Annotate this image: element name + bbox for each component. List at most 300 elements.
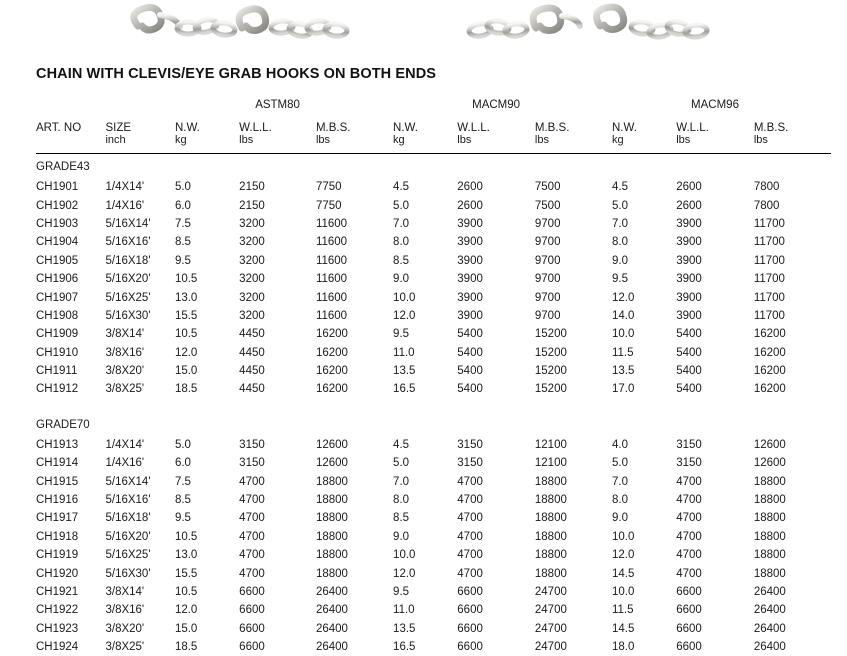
cell-art-no: CH1920 <box>36 564 105 582</box>
cell-wll-macm90: 3900 <box>457 270 535 288</box>
cell-mbs-macm96: 11700 <box>754 288 831 306</box>
col-header-mbs-astm80: M.B.S. <box>316 114 393 134</box>
cell-nw-macm96: 7.0 <box>612 215 676 233</box>
cell-mbs-astm80: 12600 <box>316 454 393 472</box>
cell-nw-macm90: 8.5 <box>393 252 457 270</box>
grade-label: GRADE70 <box>36 412 831 436</box>
cell-art-no: CH1923 <box>36 620 105 638</box>
cell-wll-astm80: 3200 <box>239 215 316 233</box>
cell-wll-astm80: 3200 <box>239 288 316 306</box>
group-spacer-art <box>36 96 105 114</box>
cell-size: 5/16X18' <box>105 252 174 270</box>
cell-wll-astm80: 6600 <box>239 601 316 619</box>
cell-mbs-astm80: 16200 <box>316 344 393 362</box>
cell-nw-macm90: 13.5 <box>393 362 457 380</box>
cell-size: 5/16X18' <box>105 509 174 527</box>
group-header-macm90 <box>457 96 535 114</box>
cell-mbs-macm96: 26400 <box>754 583 831 601</box>
cell-mbs-astm80: 18800 <box>316 472 393 490</box>
cell-mbs-macm90: 24700 <box>535 620 612 638</box>
cell-nw-macm96: 4.5 <box>612 178 676 196</box>
cell-mbs-macm90: 24700 <box>535 583 612 601</box>
unit-mbs-astm80: lbs <box>316 134 393 154</box>
cell-mbs-macm90: 12100 <box>535 436 612 454</box>
cell-size: 1/4X14' <box>105 178 174 196</box>
cell-art-no: CH1912 <box>36 380 105 398</box>
cell-mbs-macm90: 18800 <box>535 491 612 509</box>
cell-wll-astm80: 3200 <box>239 233 316 251</box>
cell-wll-macm96: 6600 <box>676 583 754 601</box>
col-header-wll-macm90: W.L.L. <box>457 114 535 134</box>
cell-wll-macm96: 3900 <box>676 252 754 270</box>
cell-nw-macm90: 11.0 <box>393 601 457 619</box>
cell-nw-macm90: 13.5 <box>393 620 457 638</box>
cell-nw-astm80: 18.5 <box>175 638 239 656</box>
cell-size: 3/8X14' <box>105 583 174 601</box>
cell-nw-macm96: 11.5 <box>612 344 676 362</box>
cell-mbs-astm80: 16200 <box>316 325 393 343</box>
col-header-mbs-macm96: M.B.S. <box>754 114 831 134</box>
cell-mbs-macm96: 18800 <box>754 509 831 527</box>
col-header-wll-astm80: W.L.L. <box>239 114 316 134</box>
cell-mbs-astm80: 26400 <box>316 620 393 638</box>
table-row[interactable] <box>36 583 831 601</box>
cell-art-no: CH1921 <box>36 583 105 601</box>
cell-nw-macm96: 12.0 <box>612 288 676 306</box>
cell-art-no: CH1902 <box>36 196 105 214</box>
cell-wll-macm90: 5400 <box>457 325 535 343</box>
cell-wll-macm90: 4700 <box>457 509 535 527</box>
cell-mbs-macm96: 16200 <box>754 325 831 343</box>
cell-mbs-macm96: 16200 <box>754 344 831 362</box>
cell-nw-astm80: 12.0 <box>175 344 239 362</box>
cell-wll-astm80: 4700 <box>239 491 316 509</box>
cell-nw-macm96: 14.5 <box>612 620 676 638</box>
unit-nw-macm90: kg <box>393 134 457 154</box>
cell-size: 3/8X16' <box>105 344 174 362</box>
cell-nw-astm80: 18.5 <box>175 380 239 398</box>
cell-nw-astm80: 8.5 <box>175 491 239 509</box>
grade-label: GRADE43 <box>36 154 831 179</box>
cell-mbs-astm80: 11600 <box>316 215 393 233</box>
cell-art-no: CH1915 <box>36 472 105 490</box>
cell-nw-astm80: 7.5 <box>175 215 239 233</box>
group-spacer-2 <box>316 96 393 114</box>
col-header-nw-macm96: N.W. <box>612 114 676 134</box>
cell-wll-astm80: 4700 <box>239 546 316 564</box>
cell-nw-macm96: 8.0 <box>612 491 676 509</box>
cell-mbs-macm96: 12600 <box>754 436 831 454</box>
cell-wll-macm96: 5400 <box>676 325 754 343</box>
cell-nw-macm90: 4.5 <box>393 178 457 196</box>
cell-wll-astm80: 3200 <box>239 270 316 288</box>
table-row[interactable] <box>36 215 831 233</box>
cell-wll-macm96: 3900 <box>676 307 754 325</box>
table-row[interactable] <box>36 325 831 343</box>
cell-nw-macm90: 8.5 <box>393 509 457 527</box>
cell-mbs-macm90: 7500 <box>535 196 612 214</box>
product-photo-band <box>0 0 847 52</box>
cell-nw-astm80: 10.5 <box>175 583 239 601</box>
cell-nw-macm90: 9.0 <box>393 270 457 288</box>
cell-mbs-macm96: 11700 <box>754 307 831 325</box>
section-spacer <box>36 399 831 412</box>
cell-wll-macm96: 6600 <box>676 601 754 619</box>
cell-nw-astm80: 12.0 <box>175 601 239 619</box>
cell-nw-macm96: 10.0 <box>612 528 676 546</box>
unit-wll-astm80: lbs <box>239 134 316 154</box>
cell-wll-macm96: 3150 <box>676 454 754 472</box>
cell-art-no: CH1910 <box>36 344 105 362</box>
table-row[interactable] <box>36 638 831 656</box>
cell-wll-astm80: 4700 <box>239 472 316 490</box>
cell-wll-macm90: 3900 <box>457 215 535 233</box>
cell-wll-macm90: 4700 <box>457 546 535 564</box>
cell-mbs-macm96: 26400 <box>754 601 831 619</box>
cell-nw-macm90: 9.5 <box>393 583 457 601</box>
cell-size: 5/16X30' <box>105 307 174 325</box>
table-row[interactable] <box>36 233 831 251</box>
chain-with-grab-hooks-icon <box>0 0 847 52</box>
cell-art-no: CH1908 <box>36 307 105 325</box>
cell-mbs-macm96: 11700 <box>754 233 831 251</box>
cell-wll-macm96: 6600 <box>676 620 754 638</box>
cell-nw-astm80: 15.5 <box>175 564 239 582</box>
col-header-size: SIZE <box>105 114 174 134</box>
cell-nw-macm90: 12.0 <box>393 307 457 325</box>
col-header-wll-macm96: W.L.L. <box>676 114 754 134</box>
cell-nw-astm80: 15.0 <box>175 620 239 638</box>
cell-nw-macm90: 10.0 <box>393 546 457 564</box>
group-spacer-size <box>105 96 174 114</box>
table-row[interactable] <box>36 178 831 196</box>
cell-art-no: CH1904 <box>36 233 105 251</box>
cell-mbs-macm90: 15200 <box>535 344 612 362</box>
cell-nw-macm90: 10.0 <box>393 288 457 306</box>
cell-wll-macm90: 4700 <box>457 472 535 490</box>
unit-row <box>36 134 831 154</box>
cell-mbs-macm96: 7800 <box>754 178 831 196</box>
cell-wll-macm90: 2600 <box>457 178 535 196</box>
cell-wll-astm80: 6600 <box>239 583 316 601</box>
cell-mbs-macm90: 15200 <box>535 380 612 398</box>
table-row[interactable] <box>36 307 831 325</box>
cell-art-no: CH1916 <box>36 491 105 509</box>
cell-mbs-astm80: 12600 <box>316 436 393 454</box>
cell-nw-macm96: 11.5 <box>612 601 676 619</box>
cell-size: 5/16X14' <box>105 472 174 490</box>
cell-wll-astm80: 4700 <box>239 528 316 546</box>
cell-nw-astm80: 10.5 <box>175 528 239 546</box>
cell-wll-macm90: 5400 <box>457 362 535 380</box>
cell-size: 3/8X25' <box>105 380 174 398</box>
cell-mbs-astm80: 18800 <box>316 509 393 527</box>
cell-art-no: CH1907 <box>36 288 105 306</box>
cell-wll-macm96: 4700 <box>676 564 754 582</box>
cell-wll-macm90: 6600 <box>457 583 535 601</box>
cell-wll-macm96: 4700 <box>676 509 754 527</box>
cell-size: 5/16X25' <box>105 288 174 306</box>
spec-table-wrap <box>36 96 831 656</box>
section-spacer-cell <box>36 399 831 412</box>
cell-wll-macm90: 2600 <box>457 196 535 214</box>
unit-art-no <box>36 134 105 154</box>
cell-nw-macm90: 7.0 <box>393 215 457 233</box>
cell-mbs-macm96: 18800 <box>754 491 831 509</box>
cell-nw-macm96: 4.0 <box>612 436 676 454</box>
group-spacer-6 <box>754 96 831 114</box>
cell-mbs-macm96: 7800 <box>754 196 831 214</box>
group-spacer-1 <box>175 96 239 114</box>
cell-mbs-astm80: 7750 <box>316 196 393 214</box>
cell-mbs-astm80: 11600 <box>316 233 393 251</box>
cell-nw-macm96: 5.0 <box>612 196 676 214</box>
cell-wll-macm96: 6600 <box>676 638 754 656</box>
cell-wll-macm96: 4700 <box>676 528 754 546</box>
cell-nw-astm80: 9.5 <box>175 252 239 270</box>
cell-wll-macm96: 4700 <box>676 491 754 509</box>
cell-nw-astm80: 9.5 <box>175 509 239 527</box>
group-label-macm90: MACM90 <box>457 99 535 111</box>
table-row[interactable] <box>36 362 831 380</box>
cell-mbs-macm90: 18800 <box>535 509 612 527</box>
cell-wll-astm80: 4450 <box>239 380 316 398</box>
group-header-astm80 <box>239 96 316 114</box>
cell-wll-macm96: 3900 <box>676 233 754 251</box>
table-row[interactable] <box>36 436 831 454</box>
cell-wll-macm96: 3900 <box>676 288 754 306</box>
cell-nw-macm96: 10.0 <box>612 583 676 601</box>
table-row[interactable] <box>36 528 831 546</box>
cell-wll-macm90: 3900 <box>457 288 535 306</box>
cell-size: 5/16X14' <box>105 215 174 233</box>
group-spacer-5 <box>612 96 676 114</box>
table-row[interactable] <box>36 546 831 564</box>
cell-nw-astm80: 10.5 <box>175 270 239 288</box>
cell-mbs-macm96: 11700 <box>754 252 831 270</box>
table-head <box>36 96 831 154</box>
cell-mbs-astm80: 11600 <box>316 270 393 288</box>
cell-mbs-macm90: 9700 <box>535 288 612 306</box>
table-row[interactable] <box>36 491 831 509</box>
col-header-art-no: ART. NO <box>36 114 105 134</box>
table-row[interactable] <box>36 601 831 619</box>
cell-wll-macm90: 6600 <box>457 620 535 638</box>
group-spacer-4 <box>535 96 612 114</box>
cell-wll-macm96: 2600 <box>676 178 754 196</box>
cell-nw-macm90: 16.5 <box>393 638 457 656</box>
cell-wll-macm96: 5400 <box>676 362 754 380</box>
group-spacer-3 <box>393 96 457 114</box>
group-header-macm96 <box>676 96 754 114</box>
cell-wll-macm90: 5400 <box>457 380 535 398</box>
cell-nw-astm80: 13.0 <box>175 288 239 306</box>
cell-wll-macm90: 3150 <box>457 454 535 472</box>
cell-size: 5/16X20' <box>105 270 174 288</box>
cell-nw-macm90: 11.0 <box>393 344 457 362</box>
cell-wll-astm80: 2150 <box>239 178 316 196</box>
cell-nw-astm80: 6.0 <box>175 196 239 214</box>
cell-art-no: CH1901 <box>36 178 105 196</box>
cell-nw-macm96: 14.0 <box>612 307 676 325</box>
cell-wll-macm96: 3900 <box>676 215 754 233</box>
cell-wll-macm90: 4700 <box>457 491 535 509</box>
unit-wll-macm96: lbs <box>676 134 754 154</box>
cell-mbs-macm96: 16200 <box>754 380 831 398</box>
unit-mbs-macm90: lbs <box>535 134 612 154</box>
cell-nw-macm90: 8.0 <box>393 491 457 509</box>
table-body <box>36 154 831 656</box>
column-header-row <box>36 114 831 134</box>
unit-wll-macm90: lbs <box>457 134 535 154</box>
table-row[interactable] <box>36 620 831 638</box>
cell-wll-macm96: 5400 <box>676 380 754 398</box>
cell-mbs-astm80: 18800 <box>316 546 393 564</box>
cell-wll-macm96: 2600 <box>676 196 754 214</box>
cell-size: 5/16X25' <box>105 546 174 564</box>
cell-wll-macm90: 4700 <box>457 528 535 546</box>
cell-wll-astm80: 4450 <box>239 344 316 362</box>
cell-mbs-macm96: 16200 <box>754 362 831 380</box>
cell-art-no: CH1918 <box>36 528 105 546</box>
table-row[interactable] <box>36 509 831 527</box>
cell-nw-astm80: 15.0 <box>175 362 239 380</box>
cell-art-no: CH1919 <box>36 546 105 564</box>
grade-section-header <box>36 412 831 436</box>
cell-nw-macm96: 12.0 <box>612 546 676 564</box>
cell-nw-astm80: 15.5 <box>175 307 239 325</box>
cell-size: 1/4X16' <box>105 196 174 214</box>
cell-wll-macm90: 6600 <box>457 638 535 656</box>
cell-art-no: CH1914 <box>36 454 105 472</box>
cell-mbs-astm80: 11600 <box>316 288 393 306</box>
group-label-macm96: MACM96 <box>676 99 754 111</box>
cell-wll-astm80: 3150 <box>239 436 316 454</box>
unit-nw-macm96: kg <box>612 134 676 154</box>
cell-nw-astm80: 8.5 <box>175 233 239 251</box>
cell-nw-macm96: 8.0 <box>612 233 676 251</box>
cell-mbs-macm90: 15200 <box>535 325 612 343</box>
table-row[interactable] <box>36 472 831 490</box>
cell-wll-astm80: 3200 <box>239 252 316 270</box>
cell-wll-astm80: 6600 <box>239 638 316 656</box>
cell-nw-macm96: 9.0 <box>612 252 676 270</box>
cell-nw-macm96: 7.0 <box>612 472 676 490</box>
cell-mbs-astm80: 18800 <box>316 564 393 582</box>
cell-mbs-astm80: 26400 <box>316 583 393 601</box>
group-header-row <box>36 96 831 114</box>
cell-size: 1/4X14' <box>105 436 174 454</box>
cell-nw-astm80: 13.0 <box>175 546 239 564</box>
table-row[interactable] <box>36 564 831 582</box>
table-row[interactable] <box>36 288 831 306</box>
cell-mbs-macm96: 26400 <box>754 620 831 638</box>
cell-wll-astm80: 2150 <box>239 196 316 214</box>
cell-nw-macm96: 5.0 <box>612 454 676 472</box>
cell-mbs-macm90: 18800 <box>535 564 612 582</box>
table-row[interactable] <box>36 270 831 288</box>
cell-nw-astm80: 6.0 <box>175 454 239 472</box>
cell-wll-astm80: 4450 <box>239 325 316 343</box>
table-row[interactable] <box>36 454 831 472</box>
cell-mbs-macm90: 24700 <box>535 601 612 619</box>
cell-size: 3/8X20' <box>105 362 174 380</box>
cell-art-no: CH1922 <box>36 601 105 619</box>
cell-nw-astm80: 7.5 <box>175 472 239 490</box>
cell-mbs-macm90: 18800 <box>535 528 612 546</box>
cell-art-no: CH1906 <box>36 270 105 288</box>
cell-wll-astm80: 4450 <box>239 362 316 380</box>
cell-size: 3/8X16' <box>105 601 174 619</box>
cell-mbs-macm90: 9700 <box>535 215 612 233</box>
cell-size: 3/8X25' <box>105 638 174 656</box>
cell-wll-macm90: 5400 <box>457 344 535 362</box>
cell-mbs-macm90: 18800 <box>535 546 612 564</box>
cell-nw-macm90: 12.0 <box>393 564 457 582</box>
cell-wll-macm96: 4700 <box>676 546 754 564</box>
spec-table <box>36 96 831 656</box>
cell-nw-macm90: 8.0 <box>393 233 457 251</box>
table-row[interactable] <box>36 380 831 398</box>
cell-art-no: CH1911 <box>36 362 105 380</box>
cell-nw-astm80: 5.0 <box>175 178 239 196</box>
cell-nw-macm96: 14.5 <box>612 564 676 582</box>
cell-size: 1/4X16' <box>105 454 174 472</box>
cell-mbs-macm90: 9700 <box>535 252 612 270</box>
cell-mbs-macm90: 12100 <box>535 454 612 472</box>
cell-art-no: CH1913 <box>36 436 105 454</box>
cell-wll-astm80: 4700 <box>239 509 316 527</box>
cell-nw-macm96: 17.0 <box>612 380 676 398</box>
cell-size: 5/16X20' <box>105 528 174 546</box>
cell-nw-macm90: 5.0 <box>393 196 457 214</box>
cell-mbs-macm90: 18800 <box>535 472 612 490</box>
cell-mbs-astm80: 16200 <box>316 362 393 380</box>
table-row[interactable] <box>36 252 831 270</box>
cell-mbs-macm96: 11700 <box>754 215 831 233</box>
cell-size: 3/8X14' <box>105 325 174 343</box>
cell-wll-macm96: 3150 <box>676 436 754 454</box>
cell-mbs-macm90: 15200 <box>535 362 612 380</box>
cell-mbs-macm90: 9700 <box>535 307 612 325</box>
cell-size: 5/16X30' <box>105 564 174 582</box>
cell-nw-macm90: 16.5 <box>393 380 457 398</box>
col-header-nw-macm90: N.W. <box>393 114 457 134</box>
cell-mbs-astm80: 26400 <box>316 638 393 656</box>
cell-nw-macm90: 4.5 <box>393 436 457 454</box>
cell-mbs-macm96: 18800 <box>754 564 831 582</box>
col-header-mbs-macm90: M.B.S. <box>535 114 612 134</box>
cell-nw-macm96: 10.0 <box>612 325 676 343</box>
group-label-astm80: ASTM80 <box>239 99 316 111</box>
table-row[interactable] <box>36 196 831 214</box>
cell-mbs-astm80: 18800 <box>316 491 393 509</box>
cell-wll-astm80: 3200 <box>239 307 316 325</box>
cell-wll-astm80: 6600 <box>239 620 316 638</box>
table-row[interactable] <box>36 344 831 362</box>
cell-mbs-astm80: 18800 <box>316 528 393 546</box>
unit-size: inch <box>105 134 174 154</box>
cell-nw-macm96: 18.0 <box>612 638 676 656</box>
cell-mbs-macm96: 18800 <box>754 472 831 490</box>
cell-size: 3/8X20' <box>105 620 174 638</box>
col-header-nw-astm80: N.W. <box>175 114 239 134</box>
cell-nw-macm96: 9.5 <box>612 270 676 288</box>
cell-wll-macm90: 3900 <box>457 307 535 325</box>
cell-size: 5/16X16' <box>105 233 174 251</box>
cell-wll-macm90: 3150 <box>457 436 535 454</box>
cell-wll-macm96: 5400 <box>676 344 754 362</box>
